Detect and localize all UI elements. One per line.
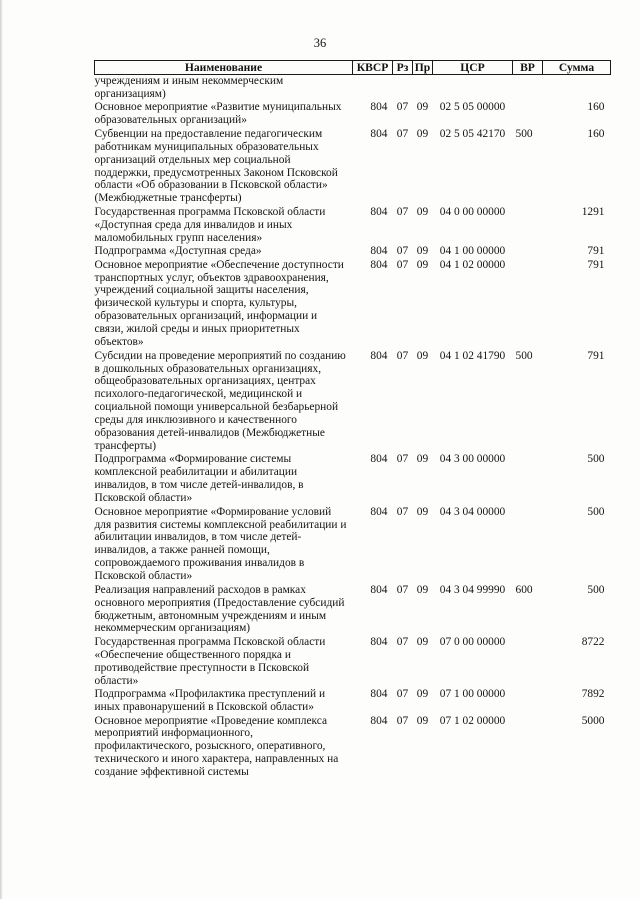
row-name: Государственная программа Псковской области «Доступная среда для инвалидов и иных маломобильных групп населения» [94,205,326,244]
row-name: Государственная программа Псковской области «Обеспечение общественного порядка и противодействие преступности в Псковской области» [94,635,326,687]
budget-table [94,60,611,780]
row-csr: 04 3 00 00000 [439,453,506,466]
row-pr: 09 [416,688,429,701]
table-row [95,636,611,688]
row-rz: 07 [396,583,409,596]
row-rz: 07 [396,258,409,271]
table-row [95,245,611,259]
row-pr: 09 [416,127,429,140]
table-header [95,61,611,75]
row-name: Субсидии на проведение мероприятий по созданию в дошкольных образовательных организациях, общеобразовательных организациях, центрах психолого-педагогической, медицинской и социальной помощи универсальной безбарьерной среды для инклюзивного и качественного образования детей-инвалидов (Межбюджетные трансферты) [94,349,346,452]
row-vr [513,259,543,350]
row-vr [513,636,543,688]
row-sum: 160 [587,101,605,114]
row-name: Реализация направлений расходов в рамках основного мероприятия (Предоставление субсидий бюджетным, автономным учреждениям и иным некоммерческим организациям) [94,583,345,635]
row-pr: 09 [416,583,429,596]
row-sum: 160 [587,127,605,140]
table-row [95,259,611,350]
row-kvsr: 804 [370,453,388,466]
header-sum: Сумма [543,61,611,75]
row-csr: 04 1 02 00000 [439,258,506,271]
row-vr [513,75,543,102]
table-row [95,715,611,780]
header-rz: Рз [393,61,413,75]
row-csr: 07 1 00 00000 [439,688,506,701]
row-pr: 09 [416,635,429,648]
table-row [95,506,611,584]
row-vr: 600 [515,583,533,596]
row-csr: 04 1 00 00000 [439,245,506,258]
row-pr: 09 [416,205,429,218]
row-csr: 04 3 04 00000 [439,505,506,518]
row-csr: 02 5 05 42170 [439,127,506,140]
table-row [95,206,611,245]
row-vr [513,245,543,259]
table-row [95,584,611,636]
row-name: Подпрограмма «Профилактика преступлений и иных правонарушений в Псковской области» [94,688,326,714]
row-rz: 07 [396,127,409,140]
row-sum: 500 [587,505,605,518]
row-sum: 791 [587,258,605,271]
row-vr [513,715,543,780]
row-kvsr: 804 [370,349,388,362]
row-kvsr: 804 [370,245,388,258]
row-csr: 07 0 00 00000 [439,635,506,648]
row-name: Основное мероприятие «Проведение комплекса мероприятий информационного, профилактического, розыскного, оперативного, технического и иного характера, направленных на создание эффективной системы [94,714,339,779]
row-name: Основное мероприятие «Формирование условий для развития системы комплексной реабилитации и абилитации инвалидов, в том числе детей-инвалидов, а также ранней помощи, сопровождаемого проживания инвалидов в Псковской области» [94,505,347,583]
row-csr: 04 1 02 41790 [439,349,506,362]
header-name: Наименование [95,61,353,75]
row-name: Подпрограмма «Формирование системы комплексной реабилитации и абилитации инвалидов, в том числе детей-инвалидов, в Псковской области» [94,453,304,505]
row-vr: 500 [515,349,533,362]
row-csr: 04 0 00 00000 [439,205,506,218]
table-row [95,350,611,454]
row-kvsr: 804 [370,127,388,140]
row-kvsr: 804 [370,583,388,596]
row-rz: 07 [396,635,409,648]
row-rz: 07 [396,349,409,362]
header-pr: Пр [413,61,433,75]
table-row [95,688,611,714]
row-sum [543,75,611,102]
row-kvsr: 804 [370,688,388,701]
row-rz: 07 [396,245,409,258]
row-name: Основное мероприятие «Обеспечение доступности транспортных услуг, объектов здравоохранения, учреждений социальной защиты населения, физической культуры и спорта, культуры, образовательных организаций, информации и связи, жилой среды и иных приоритетных объектов» [94,258,344,349]
row-kvsr: 804 [370,505,388,518]
row-sum: 500 [587,453,605,466]
row-sum: 7892 [581,688,605,701]
table-row [95,101,611,127]
row-sum: 791 [587,245,605,258]
row-rz: 07 [396,505,409,518]
row-rz: 07 [396,205,409,218]
table-row [95,75,611,102]
row-vr [513,453,543,505]
row-pr: 09 [416,505,429,518]
page-number: 36 [313,36,327,50]
row-kvsr: 804 [370,258,388,271]
row-pr: 09 [416,714,429,727]
row-kvsr: 804 [370,714,388,727]
row-kvsr: 804 [370,205,388,218]
header-vr: ВР [513,61,543,75]
row-kvsr [353,75,393,102]
row-sum: 1291 [581,205,605,218]
row-sum: 5000 [581,714,605,727]
row-sum: 8722 [581,635,605,648]
row-pr: 09 [416,258,429,271]
row-csr: 04 3 04 99990 [439,583,506,596]
row-rz: 07 [396,688,409,701]
row-sum: 791 [587,349,605,362]
table-row [95,128,611,206]
row-name: Основное мероприятие «Развитие муниципальных образовательных организаций» [94,101,342,127]
row-vr [513,506,543,584]
row-csr: 02 5 05 00000 [439,101,506,114]
row-sum: 500 [587,583,605,596]
header-kvsr: КВСР [353,61,393,75]
row-rz: 07 [396,101,409,114]
row-name: Субвенции на предоставление педагогическим работникам муниципальных образовательных организаций отдельных мер социальной поддержки, предусмотренных Законом Псковской области «Об образовании в Псковской области» (Межбюджетные трансферты) [94,127,338,205]
row-pr: 09 [416,101,429,114]
row-csr: 07 1 02 00000 [439,714,506,727]
table-row [95,453,611,505]
scan-edge [0,0,3,899]
row-name: Подпрограмма «Доступная среда» [94,245,262,258]
row-vr [513,688,543,714]
row-kvsr: 804 [370,635,388,648]
row-rz: 07 [396,453,409,466]
row-kvsr: 804 [370,101,388,114]
header-csr: ЦСР [433,61,513,75]
row-pr: 09 [416,453,429,466]
row-pr: 09 [416,245,429,258]
table-body [95,75,611,780]
row-vr [513,206,543,245]
row-name: учреждениям и иным некоммерческим организациям) [94,75,284,100]
row-pr: 09 [416,349,429,362]
row-vr: 500 [515,127,533,140]
row-rz [393,75,413,102]
row-pr [413,75,433,102]
row-vr [513,101,543,127]
row-rz: 07 [396,714,409,727]
row-csr [433,75,513,102]
